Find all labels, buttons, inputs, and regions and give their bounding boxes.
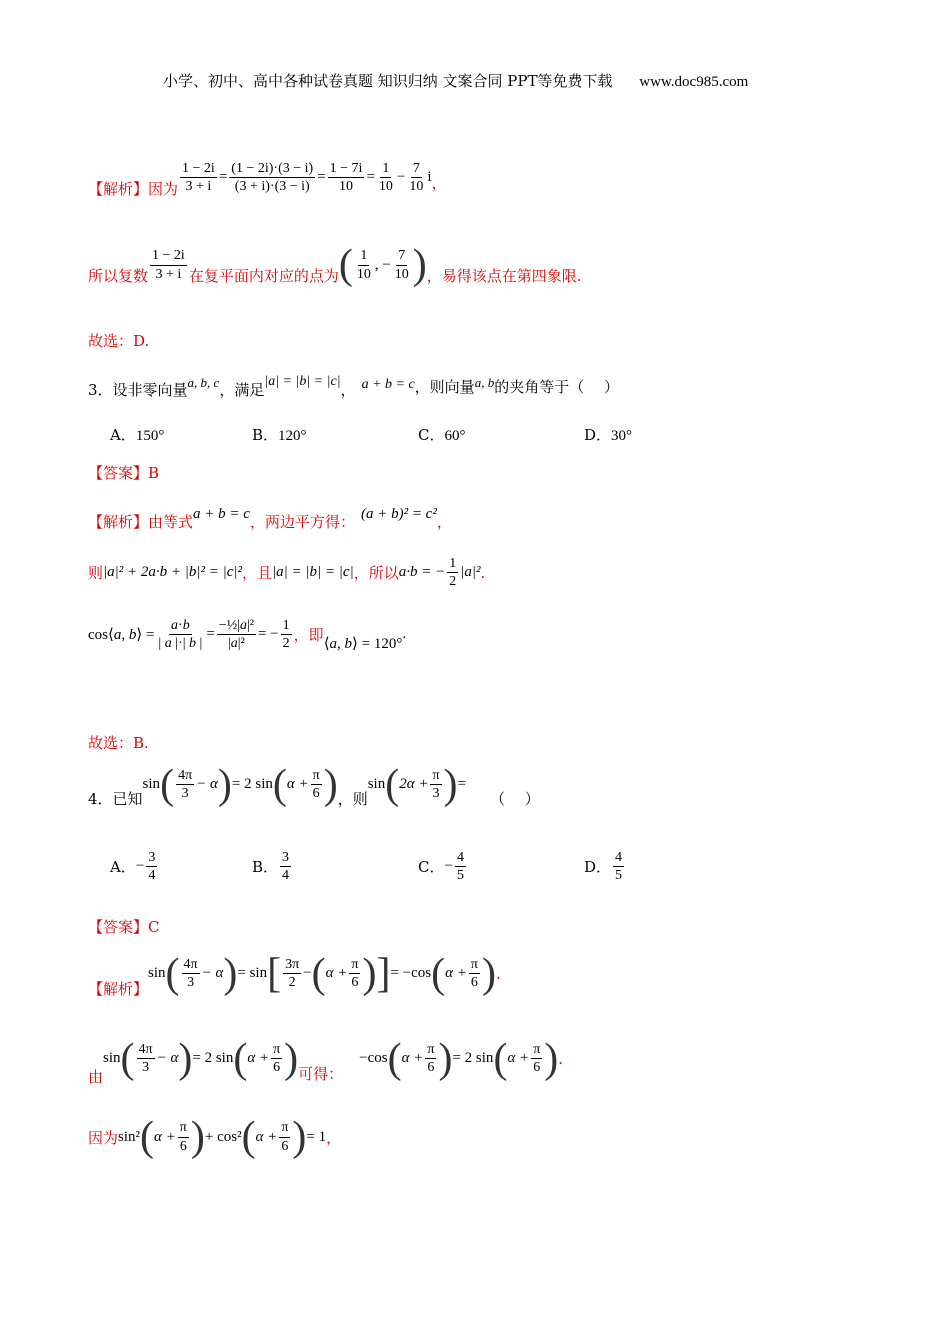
q3-condition1: |a| = |b| = |c| (264, 373, 341, 389)
q3-jiexi-line1 (88, 497, 452, 532)
comma: ， (326, 1128, 342, 1147)
text-yinwei: 因为 (88, 1128, 119, 1147)
option-num: 4 (613, 850, 624, 867)
q4-tail: （ ） (490, 790, 540, 808)
math-fraction: $\frac{4\pi}{3}$ (178, 767, 193, 801)
math-fraction: $\frac{\pi}{6}$ (533, 1041, 541, 1075)
math-fraction: $\frac{a\cdot b}{| a |\cdot| b |}$ (158, 617, 203, 651)
q4-answer: 【答案】C (88, 918, 160, 936)
math-fraction: $\frac{(1 - 2i)\cdot(3 - i)}{(3 + i)\cdot(3 - i)}$ (231, 160, 314, 194)
math-fraction: $\frac{\pi}{3}$ (432, 767, 440, 801)
math-cos: cos⟨a, b⟩ = (88, 627, 155, 643)
math-expr: |a| = |b| = |c| (272, 564, 354, 581)
jiexi-tag: 【解析】 (88, 980, 149, 998)
q4-number: 4．已知 (88, 790, 143, 808)
header-banner (163, 70, 748, 91)
option-value: 30° (611, 428, 633, 444)
math-expr: |a|² + 2a·b + |b|² = |c|² (103, 564, 243, 581)
math-fraction: $\frac{7}{10}$ (394, 248, 409, 282)
text-ze: 则 (88, 564, 104, 583)
q3-vars: a, b, c (187, 374, 220, 390)
math-fraction: $\frac{1 - 2i}{3 + i}$ (182, 160, 215, 194)
q4-option-c[interactable] (418, 850, 468, 884)
option-sign: − (444, 858, 453, 875)
option-value: 150° (135, 428, 165, 444)
q3-option-d[interactable] (584, 424, 632, 445)
option-label: B． (252, 426, 279, 444)
q4-jiexi-line1: 【解析】 sin ( $\frac{4\pi}{3}$ − α ) = sin [ $\frac{3\pi}{2}$ − ( α + $\frac{\pi}{6}$ ) ] = −cos ( α + $\frac{\pi}{6}$ ) . (88, 950, 501, 998)
option-label: A． (110, 426, 136, 444)
math-fraction: $\frac{1}{2}$ (449, 556, 457, 590)
math-fraction: $\frac{1 - 2i}{3 + i}$ (152, 248, 185, 282)
math-expr: a·b = − (398, 564, 446, 581)
q4-jiexi-line3: 因为 sin² ( α + $\frac{\pi}{6}$ ) + cos² ( α + $\frac{\pi}{6}$ ) = 1 ， (88, 1114, 342, 1160)
option-fraction (280, 850, 291, 884)
header-url[interactable]: www.doc985.com (639, 74, 749, 90)
math-expr: |a|² (460, 564, 481, 581)
math-fraction: $\frac{1}{2}$ (282, 617, 290, 651)
option-num: 3 (146, 850, 157, 867)
math-fraction: $\frac{\pi}{6}$ (273, 1041, 281, 1075)
math-fraction: $\frac{1}{10}$ (378, 160, 393, 194)
q3-vars-ab: a, b (474, 374, 495, 390)
prev-jiexi-line1: 【解析】 因为 $\frac{1 - 2i}{3 + i}$ = $\frac{(1 - 2i)\cdot(3 - i)}{(3 + i)\cdot(3 - i)}$ = $\frac{1 - 7i}{10}$ = $\frac{1}{10}$ − $\frac{7}{10}$ i ， (88, 160, 447, 198)
option-num: 4 (455, 850, 466, 867)
jiexi-lead: 因为 (148, 180, 179, 198)
q4-option-a[interactable] (110, 850, 159, 884)
math-fraction: $\frac{\pi}{6}$ (427, 1041, 435, 1075)
prev-jiexi-line2: 所以复数 $\frac{1 - 2i}{3 + i}$ 在复平面内对应的点为 ( $\frac{1}{10}$ , − $\frac{7}{10}$ ) ，易得该点在第四象限. (88, 242, 582, 288)
option-den: 4 (148, 868, 156, 884)
text-suoyi: ，所以 (353, 564, 399, 583)
jiexi-tag: 【解析】 (88, 513, 149, 531)
option-num: 3 (280, 850, 291, 867)
math-fraction: $\frac{\pi}{6}$ (312, 767, 320, 801)
option-label: C． (418, 426, 445, 444)
math-fraction: $\frac{\text{−½|a|²}}{\text{|a|²}}$ (218, 617, 254, 651)
jiexi-mid: ，两边平方得： (249, 513, 355, 531)
q3-mid2: ， (340, 381, 356, 399)
jiexi-tag: 【解析】 (88, 180, 149, 198)
option-value: 120° (278, 428, 307, 444)
q3-answer: 【答案】B (88, 464, 160, 482)
option-sign: − (135, 858, 145, 875)
q3-stem (88, 369, 619, 400)
q3-mid1: ，满足 (219, 381, 265, 399)
math-fraction: $\frac{\pi}{6}$ (281, 1120, 289, 1154)
q4-option-b[interactable] (252, 850, 293, 884)
q3-jiexi-line2: 则 |a|² + 2a·b + |b|² = |c|² ，且 |a| = |b| = |c| ，所以 a·b = − $\frac{1}{2}$ |a|² . (88, 556, 486, 590)
math-fraction: $\frac{7}{10}$ (409, 160, 424, 194)
option-fraction (613, 850, 624, 884)
q4-jiexi-line2: 由 sin ( $\frac{4\pi}{3}$ − α ) = 2 sin ( α + $\frac{\pi}{6}$ ) 可得： −cos ( α + $\frac{\pi}{6}$ ) = 2 sin ( α + $\frac{\pi}{6}$ ) . (88, 1035, 564, 1086)
option-value: 60° (444, 428, 466, 444)
math-fraction: $\frac{\pi}{6}$ (470, 956, 478, 990)
option-den: 5 (456, 868, 464, 884)
option-fraction (455, 850, 466, 884)
option-label: A． (110, 858, 136, 877)
option-label: C． (418, 858, 445, 877)
q3-option-a[interactable] (110, 424, 164, 445)
jiexi-lead: 由等式 (148, 513, 194, 531)
header-text: 小学、初中、高中各种试卷真题 知识归纳 文案合同 PPT等免费下载 (163, 72, 613, 90)
q3-option-c[interactable] (418, 424, 465, 445)
q3-condition2: a + b = c (361, 376, 415, 392)
option-label: D． (584, 426, 612, 444)
math-expr: a + b = c (193, 506, 250, 522)
text-fourth-quadrant: ，易得该点在第四象限. (426, 266, 582, 285)
q3-jiexi-line3: cos⟨a, b⟩ = $\frac{a\cdot b}{| a |\cdot| b |}$ = $\frac{\text{−½|a|²}}{\text{|a|²}}$ = − $\frac{1}{2}$ ，即 ⟨a, b⟩ = 120° . (88, 617, 407, 652)
math-fraction: $\frac{1}{10}$ (356, 248, 371, 282)
text-kede: 可得： (298, 1065, 344, 1083)
text-suoyi: 所以复数 (88, 266, 149, 285)
option-fraction (146, 850, 157, 884)
q3-choose: 故选：B. (88, 734, 149, 752)
option-den: 4 (282, 868, 290, 884)
math-expr: (a + b)² = c² (360, 506, 437, 522)
q3-option-b[interactable] (252, 424, 307, 445)
option-label: D． (584, 858, 612, 877)
q4-mid: ，则 (337, 790, 368, 808)
text-you: 由 (88, 1068, 104, 1086)
math-fraction: $\frac{4\pi}{3}$ (138, 1041, 153, 1075)
prev-answer: 故选：D. (88, 332, 150, 350)
math-expr: ⟨a, b⟩ = 120° (323, 636, 403, 652)
comma: ， (431, 174, 447, 192)
math-fraction: $\frac{\pi}{6}$ (179, 1120, 187, 1154)
q3-tail: 的夹角等于（ ） (494, 378, 619, 396)
text-complex-plane: 在复平面内对应的点为 (188, 266, 339, 285)
text-qie: ，且 (242, 564, 273, 583)
math-fraction: $\frac{1 - 7i}{10}$ (329, 160, 363, 194)
q3-mid3: ，则向量 (414, 378, 475, 396)
math-fraction: $\frac{4\pi}{3}$ (183, 956, 198, 990)
math-fraction: $\frac{\pi}{6}$ (351, 956, 359, 990)
option-label: B． (252, 858, 279, 877)
text-ji: ，即 (293, 626, 324, 644)
q3-number: 3．设非零向量 (88, 381, 188, 399)
q4-stem: 4．已知 sin ( $\frac{4\pi}{3}$ − α ) = 2 sin ( α + $\frac{\pi}{6}$ ) ，则 sin ( 2α + $\frac{\pi}{3}$ ) = （ ） (88, 761, 540, 808)
comma: ， (436, 513, 452, 531)
option-den: 5 (615, 868, 623, 884)
math-fraction: $\frac{3\pi}{2}$ (285, 956, 300, 990)
q4-option-d[interactable] (584, 850, 626, 884)
